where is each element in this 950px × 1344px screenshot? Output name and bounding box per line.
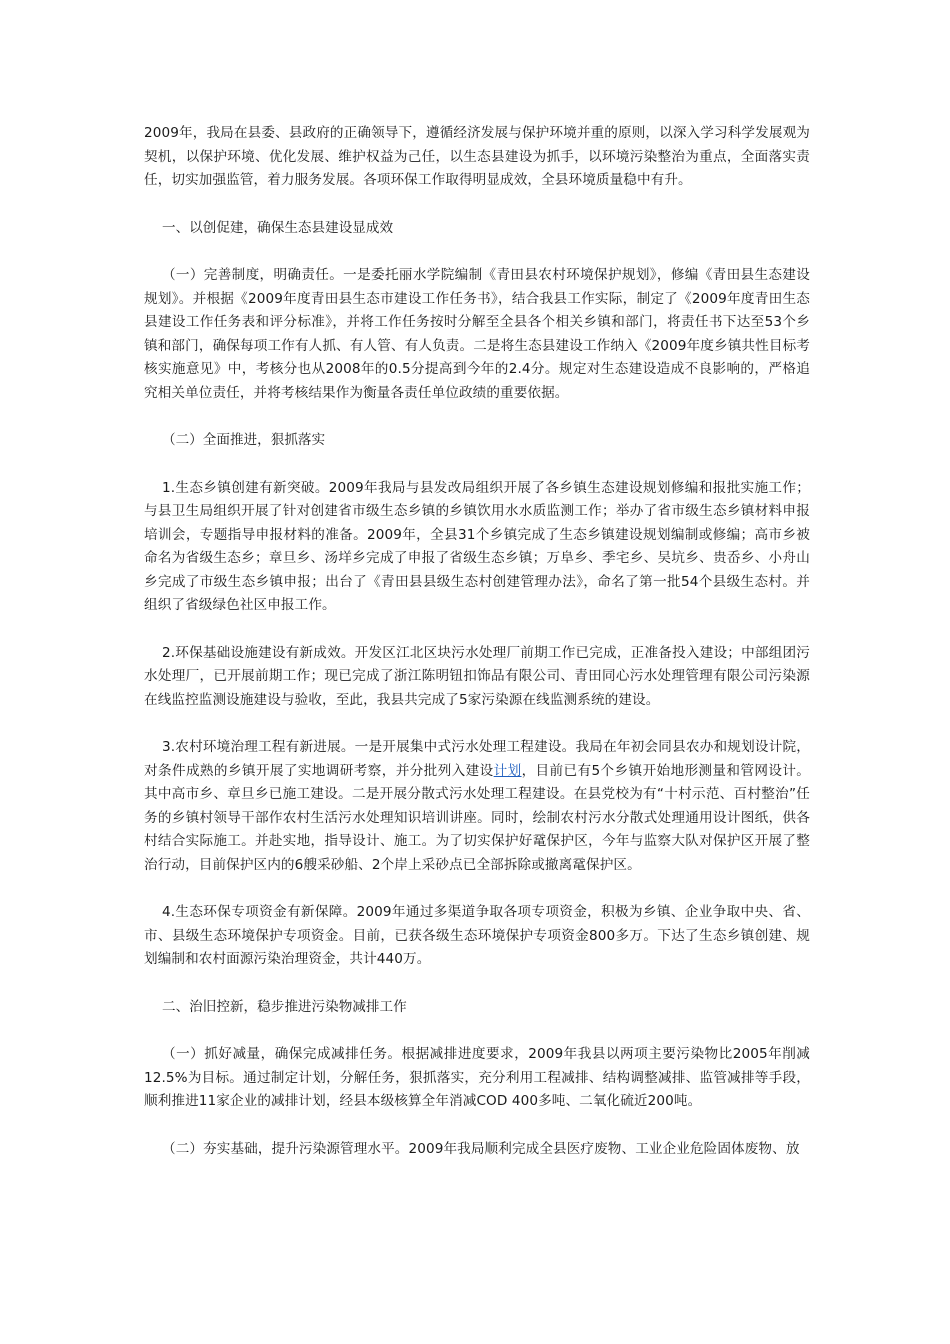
item-3-paragraph	[144, 736, 810, 877]
section-2-paragraph-1: （一）抓好减量，确保完成减排任务。根据减排进度要求，2009年我县以两项主要污染物比2005年削减12.5%为目标。通过制定计划，分解任务，狠抓落实，充分利用工程减排、结构调整减排、监管减排等手段，顺利推进11家企业的减排计划，经县本级核算全年消减COD 400多吨、二氧化硫近200吨。	[144, 1046, 810, 1109]
spacer	[144, 712, 810, 736]
spacer	[144, 877, 810, 901]
spacer	[144, 240, 810, 264]
section-2-paragraph-2: （二）夯实基础，提升污染源管理水平。2009年我局顺利完成全县医疗废物、工业企业危险固体废物、放	[162, 1140, 800, 1157]
item-2-paragraph: 2.环保基础设施建设有新成效。开发区江北区块污水处理厂前期工作已完成，正准备投入建设；中部组团污水处理厂，已开展前期工作；现已完成了浙江陈明钮扣饰品有限公司、青田同心污水处理管理有限公司污染源在线监控监测设施建设与验收，至此，我县共完成了5家污染源在线监测系统的建设。	[144, 644, 810, 708]
item-3-text-end: ，目前已有5个乡镇开始地形测量和管网设计。其中高市乡、章旦乡已施工建设。二是开展分散式污水处理工程建设。在县党校为有“十村示范、百村整治”任务的乡镇村领导干部作农村生活污水处理知识培训讲座。同时，绘制农村污水分散式处理通用设计图纸，供各村结合实际施工。并赴实地，指导设计、施工。为了切实保护好鼋保护区，今年与监察大队对保护区开展了整治行动，目前保护区内的6艘采砂船、2个岸上采砂点已全部拆除或撤离鼋保护区。	[144, 762, 811, 873]
section-1-paragraph-1: （一）完善制度，明确责任。一是委托丽水学院编制《青田县农村环境保护规划》，修编《青田县生态建设规划》。并根据《2009年度青田县生态市建设工作任务书》，结合我县工作实际，制定了《2009年度青田生态县建设工作任务表和评分标准》，并将工作任务按时分解至全县各个相关乡镇和部门，将责任书下达至53个乡镇和部门，确保每项工作有人抓、有人管、有人负责。二是将生态县建设工作纳入《2009年度乡镇共性目标考核实施意见》中，考核分也从2008年的0.5分提高到今年的2.4分。规定对生态建设造成不良影响的，严格追究相关单位责任，并将考核结果作为衡量各责任单位政绩的重要依据。	[144, 267, 810, 401]
item-4-paragraph: 4.生态环保专项资金有新保障。2009年通过多渠道争取各项专项资金，积极为乡镇、企业争取中央、省、市、县级生态环境保护专项资金。目前，已获各级生态环境保护专项资金800多万。下达了生态乡镇创建、规划编制和农村面源污染治理资金，共计440万。	[144, 904, 810, 967]
spacer	[144, 405, 810, 429]
spacer	[144, 618, 810, 642]
spacer	[144, 972, 810, 996]
section-1-subheading-2: （二）全面推进，狠抓落实	[162, 432, 326, 448]
plan-link[interactable]: 计划	[493, 762, 522, 779]
spacer	[144, 1019, 810, 1043]
spacer	[144, 1114, 810, 1138]
item-3-text-start: 3.农村环境治理工程有新进展。一是开展集中式污水处理工程建设。我局在年初会同县农办和规划设计院，对条件成熟的乡镇开展了实地调研考察，并分批列入建设	[144, 739, 810, 779]
section-1-title: 一、以创促建，确保生态县建设显成效	[162, 219, 394, 236]
item-1-paragraph: 1.生态乡镇创建有新突破。2009年我局与县发改局组织开展了各乡镇生态建设规划修编和报批实施工作；与县卫生局组织开展了针对创建省市级生态乡镇的乡镇饮用水水质监测工作；举办了省市级生态乡镇材料申报培训会，专题指导申报材料的准备。2009年，全县31个乡镇完成了生态乡镇建设规划编制或修编；高市乡被命名为省级生态乡；章旦乡、汤垟乡完成了申报了省级生态乡镇；万阜乡、季宅乡、吴坑乡、贵岙乡、小舟山乡完成了市级生态乡镇申报；出台了《青田县县级生态村创建管理办法》，命名了第一批54个县级生态村。并组织了省级绿色社区申报工作。	[144, 479, 810, 613]
spacer	[144, 193, 810, 217]
spacer	[144, 453, 810, 477]
intro-paragraph: 2009年，我局在县委、县政府的正确领导下，遵循经济发展与保护环境并重的原则，以深入学习科学发展观为契机，以保护环境、优化发展、维护权益为己任，以生态县建设为抓手，以环境污染整治为重点，全面落实责任，切实加强监管，着力服务发展。各项环保工作取得明显成效，全县环境质量稳中有升。	[144, 125, 810, 188]
document-body	[144, 122, 810, 1161]
section-2-title: 二、治旧控新，稳步推进污染物减排工作	[162, 998, 407, 1015]
